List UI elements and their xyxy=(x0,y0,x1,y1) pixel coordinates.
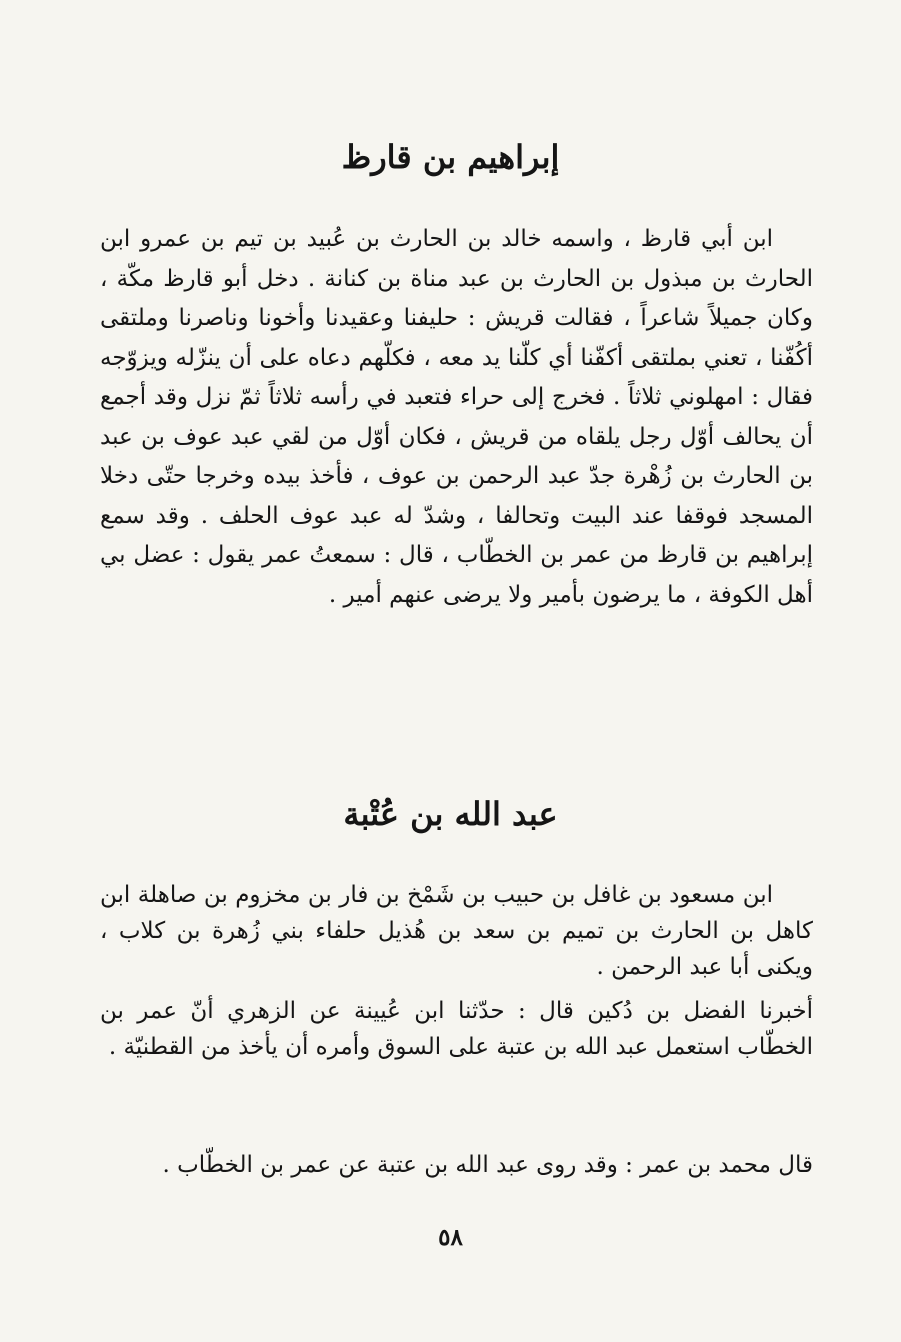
section-title-ibrahim-bin-qariz: إبراهيم بن قارظ xyxy=(341,138,560,176)
biography-paragraph-ibrahim: ابن أبي قارظ ، واسمه خالد بن الحارث بن عُبيد بن تيم بن عمرو ابن الحارث بن مبذول بن الحارث بن عبد مناة بن كنانة . دخل أبو قارظ مكّة ، وكان جميلاً شاعراً ، فقالت قريش : حليفنا وعقيدنا وأخونا وناصرنا وملتقى أكُفّنا ، تعني بملتقى أكفّنا أي كلّنا يد معه ، فكلّهم دعاه على أن ينزّله ويزوّجه فقال : امهلوني ثلاثاً . فخرج إلى حراء فتعبد في رأسه ثلاثاً ثمّ نزل وقد أجمع أن يحالف أوّل رجل يلقاه من قريش ، فكان أوّل من لقي عبد عوف بن عبد بن الحارث بن زُهْرة جدّ عبد الرحمن بن عوف ، فأخذ بيده وخرجا حتّى دخلا المسجد فوقفا عند البيت وتحالفا ، وشدّ له عبد عوف الحلف . وقد سمع إبراهيم بن قارظ من عمر بن الخطّاب ، قال : سمعتُ عمر يقول : عضل بي أهل الكوفة ، ما يرضون بأمير ولا يرضى عنهم أمير . xyxy=(100,226,813,608)
page-number: ٥٨ xyxy=(438,1224,463,1251)
closing-paragraph-abdullah: قال محمد بن عمر : وقد روى عبد الله بن عتبة عن عمر بن الخطّاب . xyxy=(162,1152,813,1178)
narration-paragraph-abdullah: أخبرنا الفضل بن دُكين قال : حدّثنا ابن عُيينة عن الزهري أنّ عمر بن الخطّاب استعمل عبد الله بن عتبة على السوق وأمره أن يأخذ من القطنيّة . xyxy=(100,998,813,1060)
section-title-abdullah-bin-utbah: عبد الله بن عُتْبة xyxy=(343,795,558,833)
lineage-paragraph-abdullah: ابن مسعود بن غافل بن حبيب بن شَمْخ بن فار بن مخزوم بن صاهلة ابن كاهل بن الحارث بن تميم بن سعد بن هُذيل حلفاء بني زُهرة بن كلاب ، ويكنى أبا عبد الرحمن . xyxy=(100,882,813,980)
